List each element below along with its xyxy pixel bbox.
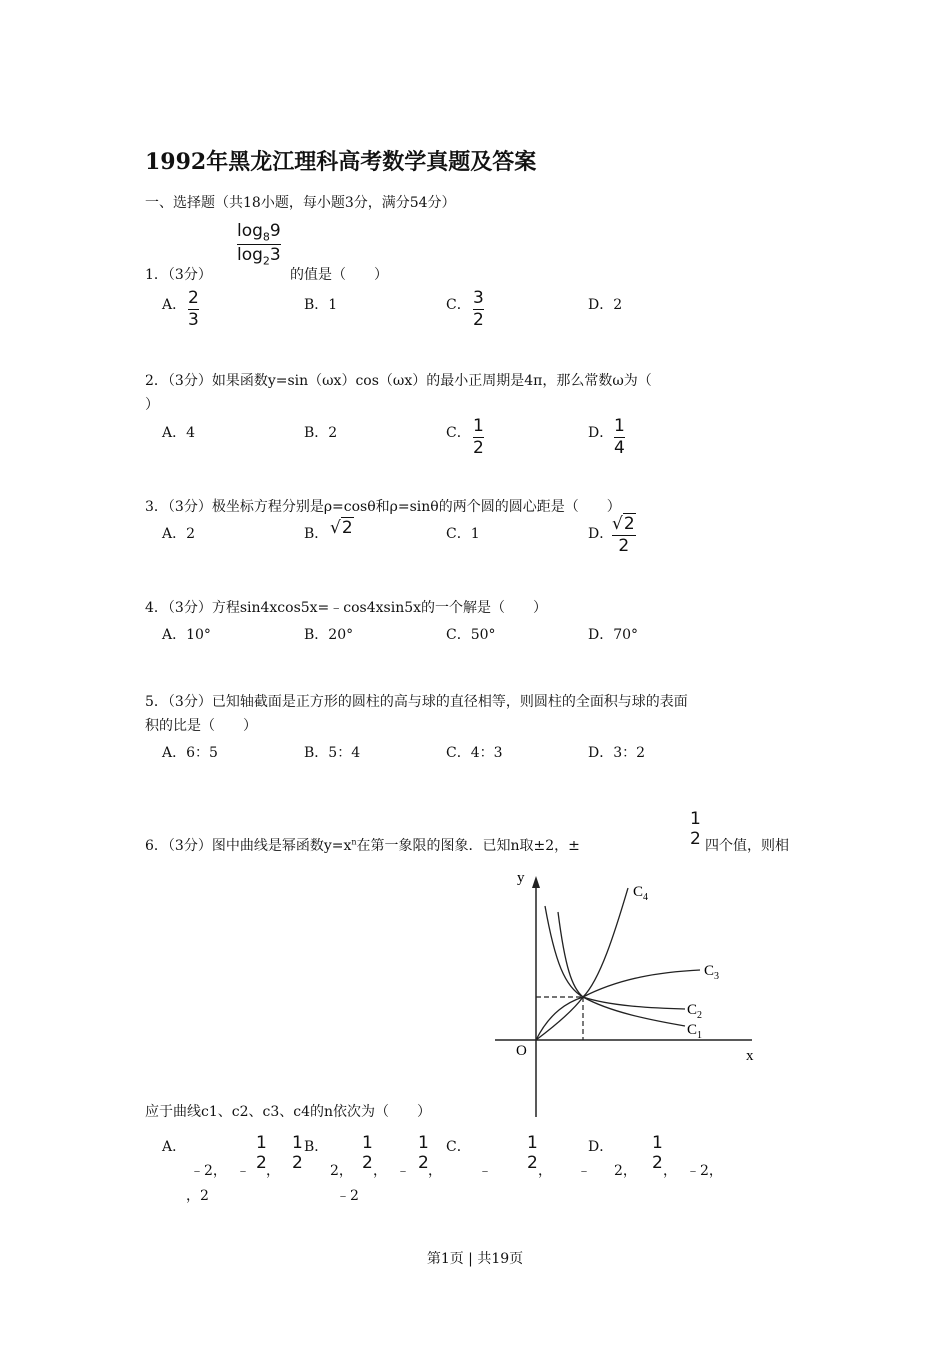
q3-option-b-sqrt: √2 xyxy=(330,518,353,538)
q1-option-c-fraction: 3 2 xyxy=(473,288,484,330)
graph-c4-label: $C_4$ xyxy=(633,884,649,903)
q2-option-d-fraction: 1 4 xyxy=(614,416,625,458)
q5-option-a: A．6：5 xyxy=(162,745,218,761)
q4-option-d: D．70° xyxy=(588,627,639,643)
q6-c-comma: ， xyxy=(538,1163,552,1179)
q2-option-c: C． xyxy=(446,425,471,441)
q2-option-c-fraction: 1 2 xyxy=(473,416,484,458)
q6-c-neg2: ﹣ xyxy=(577,1163,591,1179)
q5-line2: 积的比是（ ） xyxy=(145,718,257,734)
q4-text: 4．（3分）方程sin4xcos5x=﹣cos4xsin5x的一个解是（ ） xyxy=(145,600,548,616)
q6-d-frac1: 1 2 xyxy=(652,1133,663,1173)
q6-b-frac2: 1 2 xyxy=(418,1133,429,1173)
q6-d-end: ﹣2， xyxy=(686,1163,723,1179)
q1-suffix: 的值是（ ） xyxy=(290,267,388,283)
q6-b-comma2: ， xyxy=(428,1163,442,1179)
q6-c-neg: ﹣ xyxy=(478,1163,492,1179)
q6-option-d: D． xyxy=(588,1139,614,1155)
q1-log-fraction: $\log_89$ $\log_23$ xyxy=(237,221,281,268)
q6-c-frac1: 1 2 xyxy=(527,1133,538,1173)
q6-b-neg: ﹣ xyxy=(396,1163,410,1179)
q2-option-a: A．4 xyxy=(162,425,196,441)
q6-b-part1: 2， xyxy=(330,1163,353,1179)
q6-b-end: ﹣2 xyxy=(336,1188,359,1204)
q1-prefix: 1．（3分） xyxy=(145,267,212,283)
graph-c2-label: $C_2$ xyxy=(687,1002,703,1021)
q3-option-d-fraction: √2 2 xyxy=(612,514,635,556)
q5-option-c: C．4：3 xyxy=(446,745,503,761)
q6-b-frac1: 1 2 xyxy=(362,1133,373,1173)
q6-line1-a: 6．（3分）图中曲线是幂函数$y=x^n$在第一象限的图象．已知n取±2，± xyxy=(145,837,580,854)
graph-c1-label: $C_1$ xyxy=(687,1022,703,1041)
q6-line2: 应于曲线c1、c2、c3、c4的n依次为（ ） xyxy=(145,1104,432,1120)
q2-line1: 2．（3分）如果函数y=sin（ωx）cos（ωx）的最小正周期是4π，那么常数ω为（ xyxy=(145,373,652,389)
q2-line2: ） xyxy=(145,397,159,413)
graph-y-label: y xyxy=(517,870,525,886)
q6-b-comma: ， xyxy=(373,1163,387,1179)
q5-option-d: D．3：2 xyxy=(588,745,646,761)
q3-text: 3．（3分）极坐标方程分别是ρ=cosθ和ρ=sinθ的两个圆的圆心距是（ ） xyxy=(145,499,621,515)
q6-c-end: 2， xyxy=(614,1163,637,1179)
q6-a-neg: ﹣ xyxy=(236,1163,250,1179)
page-title: 1992年黑龙江理科高考数学真题及答案 xyxy=(145,149,537,175)
q3-option-a: A．2 xyxy=(162,526,196,542)
curve-c2 xyxy=(558,912,685,1009)
q1-option-a-fraction: 2 3 xyxy=(188,288,199,330)
q4-option-c: C．50° xyxy=(446,627,496,643)
q6-a-part1: ﹣2， xyxy=(190,1163,227,1179)
q5-line1: 5．（3分）已知轴截面是正方形的圆柱的高与球的直径相等，则圆柱的全面积与球的表面 xyxy=(145,694,688,710)
page-footer: 第1页 | 共19页 xyxy=(426,1251,524,1267)
q3-option-d: D． xyxy=(588,526,614,542)
graph-origin-label: O xyxy=(516,1043,527,1059)
q4-option-b: B．20° xyxy=(304,627,354,643)
q1-option-b: B．1 xyxy=(304,297,338,313)
curve-c3 xyxy=(536,970,703,1041)
q4-option-a: A．10° xyxy=(162,627,211,643)
power-function-graph xyxy=(490,862,780,1117)
q2-option-d: D． xyxy=(588,425,614,441)
q6-a-comma: ， xyxy=(266,1163,280,1179)
q6-option-b: B． xyxy=(304,1139,329,1155)
q3-option-c: C．1 xyxy=(446,526,480,542)
graph-x-label: x xyxy=(746,1048,754,1064)
q1-option-c: C． xyxy=(446,297,471,313)
graph-c3-label: $C_3$ xyxy=(704,963,720,982)
q5-option-b: B．5：4 xyxy=(304,745,361,761)
section-heading: 一、选择题（共18小题，每小题3分，满分54分） xyxy=(145,195,456,211)
q6-option-a: A． xyxy=(162,1139,187,1155)
q1-option-a: A． xyxy=(162,297,187,313)
q6-option-c: C． xyxy=(446,1139,471,1155)
q6-line1-fraction: 1 2 xyxy=(690,809,701,849)
curve-c4 xyxy=(536,888,628,1040)
q6-line1-c: 四个值，则相 xyxy=(705,838,789,854)
q6-a-part-end: ，2 xyxy=(186,1188,209,1204)
q6-a-frac2: 1 2 xyxy=(292,1133,303,1173)
q6-a-frac1: 1 2 xyxy=(256,1133,267,1173)
q3-option-b: B． xyxy=(304,526,329,542)
q6-d-comma: ， xyxy=(663,1163,677,1179)
q1-option-d: D．2 xyxy=(588,297,623,313)
y-axis-arrow xyxy=(532,876,540,888)
q2-option-b: B．2 xyxy=(304,425,338,441)
